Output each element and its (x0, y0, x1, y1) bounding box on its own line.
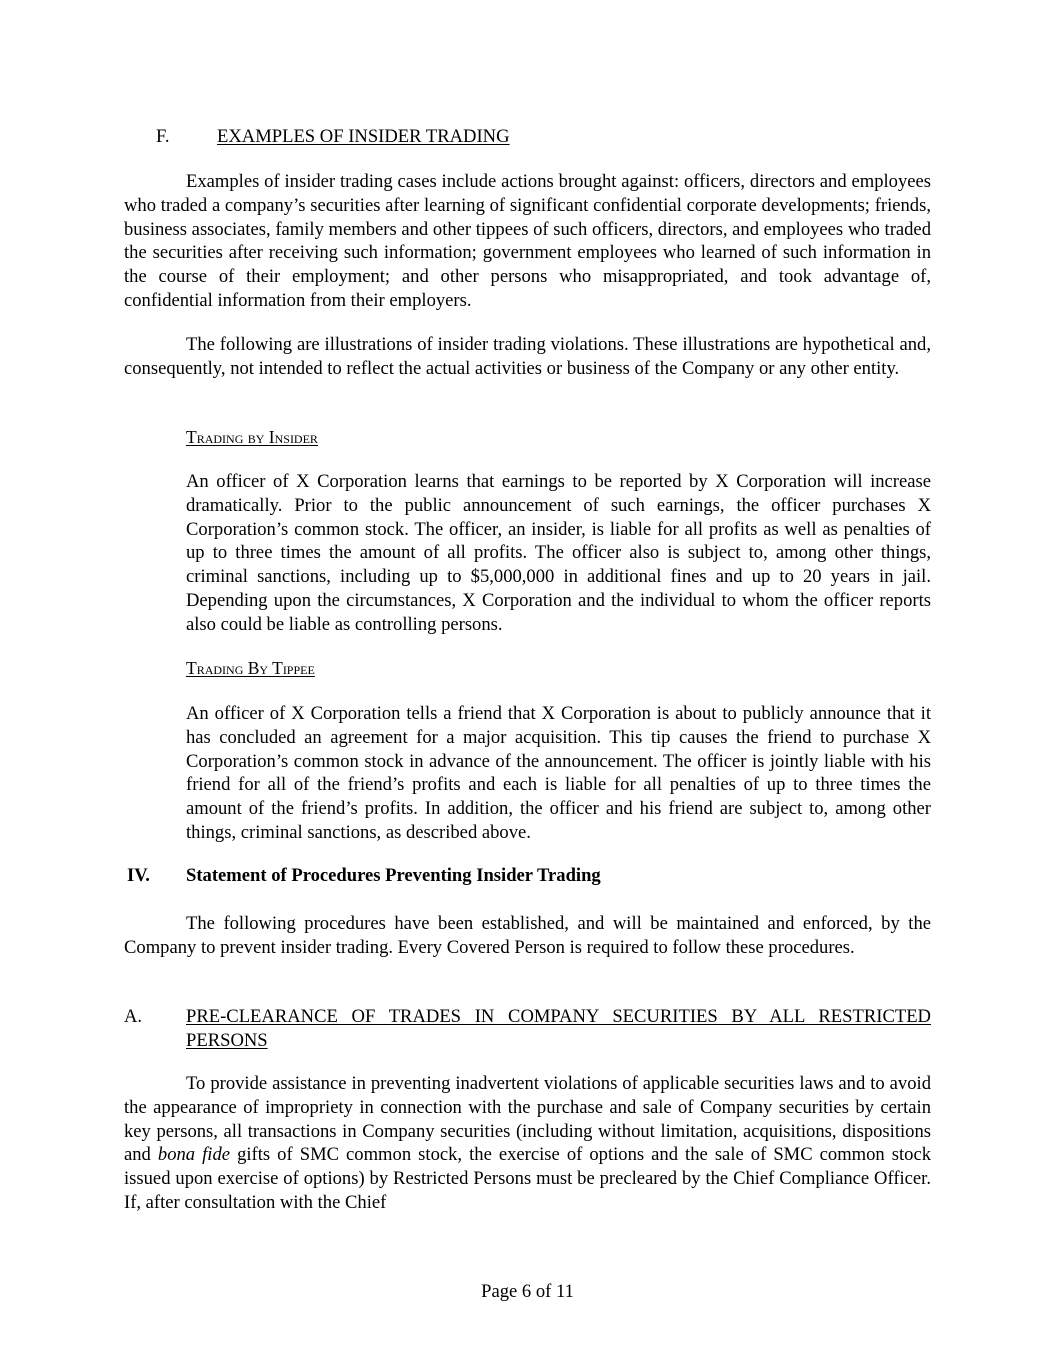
trading-by-tippee-heading: Trading By Tippee (186, 658, 315, 678)
section-iv-number: IV. (127, 865, 150, 886)
section-f-paragraph-2: The following are illustrations of insider trading violations. These illustrations are hypothetical and, consequently, not intended to reflect the actual activities or business of the Company or any other entity. (124, 334, 931, 379)
trading-by-tippee-text: An officer of X Corporation tells a friend that X Corporation is about to publicly announce that it has concluded an agreement for a major acquisition. This tip causes the friend to purchase X Corporation’s common stock in advance of the announcement. The officer is jointly liable with his friend for all of the friend’s profits and each is liable for all penalties of up to three times the amount of the friend’s profits. In addition, the officer and his friend are subject to, among other things, criminal sanctions, as described above. (186, 703, 931, 843)
section-a-letter: A. (124, 1006, 143, 1027)
section-iv-title: Statement of Procedures Preventing Insider Trading (186, 865, 601, 886)
section-f-letter: F. (156, 126, 170, 147)
page-number-footer: Page 6 of 11 (481, 1281, 574, 1302)
section-iv-paragraph: The following procedures have been established, and will be maintained and enforced, by the Company to prevent insider trading. Every Covered Person is required to follow these procedures. (124, 913, 931, 958)
trading-by-insider-heading: Trading by Insider (186, 427, 318, 447)
section-a-paragraph-text-2: gifts of SMC common stock, the exercise of options and the sale of SMC common stock issued upon exercise of options) by Restricted Persons must be precleared by the Chief Compliance Officer. If, after consultation with the Chief (124, 1144, 932, 1213)
trading-by-insider-text: An officer of X Corporation learns that earnings to be reported by X Corporation will increase dramatically. Prior to the public announcement of such earnings, the officer purchases X Corporation’s common stock. The officer, an insider, is liable for all profits as well as penalties of up to three times the amount of all profits. The officer also is subject to, among other things, criminal sanctions, including up to $5,000,000 in additional fines and up to 20 years in jail. Depending upon the circumstances, X Corporation and the individual to whom the officer reports also could be liable as controlling persons. (186, 471, 931, 635)
section-f-heading: EXAMPLES OF INSIDER TRADING (217, 126, 510, 147)
section-a-paragraph-text-1: To provide assistance in preventing inadvertent violations of applicable securities laws and to avoid the appearance of impropriety in connection with the purchase and sale of Company securities by certain key persons, all transactions in Company securities (including without limitation, acquisitions, dispositions and (124, 1073, 931, 1166)
section-a-heading: PRE-CLEARANCE OF TRADES IN COMPANY SECURITIES BY ALL RESTRICTED PERSONS (186, 1006, 931, 1051)
section-a-paragraph-italic: bona fide (157, 1144, 231, 1166)
section-f-paragraph-1: Examples of insider trading cases include actions brought against: officers, directors and employees who traded a company’s securities after learning of significant confidential corporate developments; friends, business associates, family members and other tippees of such officers, directors, and employees who traded the securities after receiving such information; government employees who learned of such information in the course of their employment; and other persons who misappropriated, and took advantage of, confidential information from their employers. (124, 171, 931, 311)
section-a-paragraph (124, 1072, 931, 1215)
